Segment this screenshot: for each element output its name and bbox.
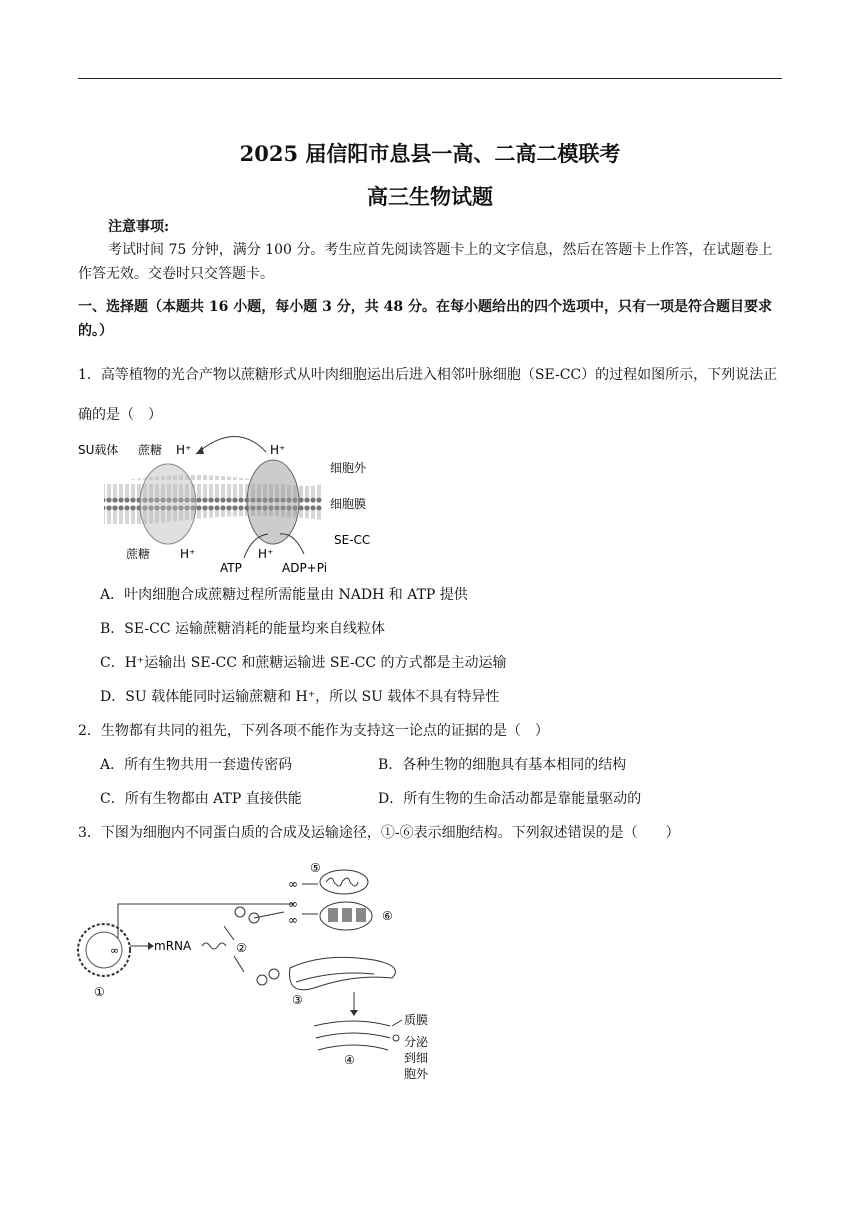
q1-option-b: B．SE-CC 运输蔗糖消耗的能量均来自线粒体	[100, 621, 385, 637]
fig2-secrete2: 到细	[404, 1051, 429, 1065]
fig2-n6: ⑥	[382, 909, 393, 923]
fig1-h-bottom1: H⁺	[180, 547, 196, 561]
notice-heading: 注意事项:	[108, 219, 170, 235]
fig1-atp: ATP	[220, 561, 242, 575]
fig2-n4: ④	[344, 1053, 355, 1067]
proton-pump	[247, 460, 299, 544]
question-2-stem: 2．生物都有共同的祖先，下列各项不能作为支持这一论点的证据的是（ ）	[78, 723, 549, 739]
fig1-su-label: SU载体	[78, 443, 119, 457]
fig2-membrane: 质膜	[404, 1013, 429, 1027]
question-3-stem: 3．下图为细胞内不同蛋白质的合成及运输途径，①-⑥表示细胞结构。下列叙述错误的是（ ）	[78, 825, 680, 841]
svg-text:∞: ∞	[288, 913, 298, 927]
fig1-adp: ADP+Pi	[282, 561, 328, 575]
fig1-sucrose-bottom: 蔗糖	[126, 547, 151, 561]
q2-option-b: B．各种生物的细胞具有基本相同的结构	[378, 757, 627, 773]
protein-pathway-figure	[74, 856, 434, 1088]
section-heading: 一、选择题（本题共 16 小题，每小题 3 分，共 48 分。在每小题给出的四个选项中，只有一项是符合题目要求的。）	[78, 299, 772, 339]
proton-cycle-arrow	[196, 436, 266, 454]
exam-subtitle: 高三生物试题	[367, 184, 493, 209]
exam-title: 2025 届信阳市息县一高、二高二模联考	[239, 141, 621, 166]
mitochondrion	[320, 870, 368, 894]
su-carrier	[140, 464, 196, 544]
fig1-h-top1: H⁺	[176, 443, 192, 457]
fig2-n1: ①	[94, 985, 105, 999]
fig1-h-bottom2: H⁺	[258, 547, 274, 561]
golgi	[314, 1021, 390, 1026]
fig1-sucrose-top: 蔗糖	[138, 443, 163, 457]
fig2-secrete1: 分泌	[404, 1035, 429, 1049]
q1-option-a: A．叶肉细胞合成蔗糖过程所需能量由 NADH 和 ATP 提供	[100, 587, 468, 603]
fig2-n2: ②	[236, 941, 247, 955]
q1-option-d: D．SU 载体能同时运输蔗糖和 H⁺，所以 SU 载体不具有特异性	[100, 689, 500, 705]
fig1-membrane: 细胞膜	[330, 497, 367, 511]
membrane-transport-figure	[76, 416, 396, 576]
fig1-h-top2: H⁺	[270, 443, 286, 457]
notice-text: 考试时间 75 分钟，满分 100 分。考生应首先阅读答题卡上的文字信息，然后在答题卡上作答，在试题卷上作答无效。交卷时只交答题卡。	[78, 242, 773, 282]
header-rule	[78, 78, 782, 79]
q2-option-c: C．所有生物都由 ATP 直接供能	[100, 791, 302, 807]
question-1-stem: 1．高等植物的光合产物以蔗糖形式从叶肉细胞运出后进入相邻叶脉细胞（SE-CC）的过程如图所示，下列说法正确的是（ ）	[78, 367, 778, 423]
fig1-secc: SE-CC	[334, 533, 371, 547]
svg-text:∞: ∞	[288, 877, 298, 891]
svg-text:∞: ∞	[288, 897, 298, 911]
fig2-n3: ③	[292, 993, 303, 1007]
fig2-n5: ⑤	[310, 861, 321, 875]
fig1-outside: 细胞外	[330, 461, 367, 475]
q1-option-c: C．H⁺运输出 SE-CC 和蔗糖运输进 SE-CC 的方式都是主动运输	[100, 655, 507, 671]
q2-option-a: A．所有生物共用一套遗传密码	[100, 757, 293, 773]
svg-text:∞: ∞	[110, 944, 120, 957]
fig2-mrna: mRNA	[154, 939, 192, 953]
fig2-secrete3: 胞外	[404, 1067, 429, 1081]
q2-option-d: D．所有生物的生命活动都是靠能量驱动的	[378, 791, 642, 807]
